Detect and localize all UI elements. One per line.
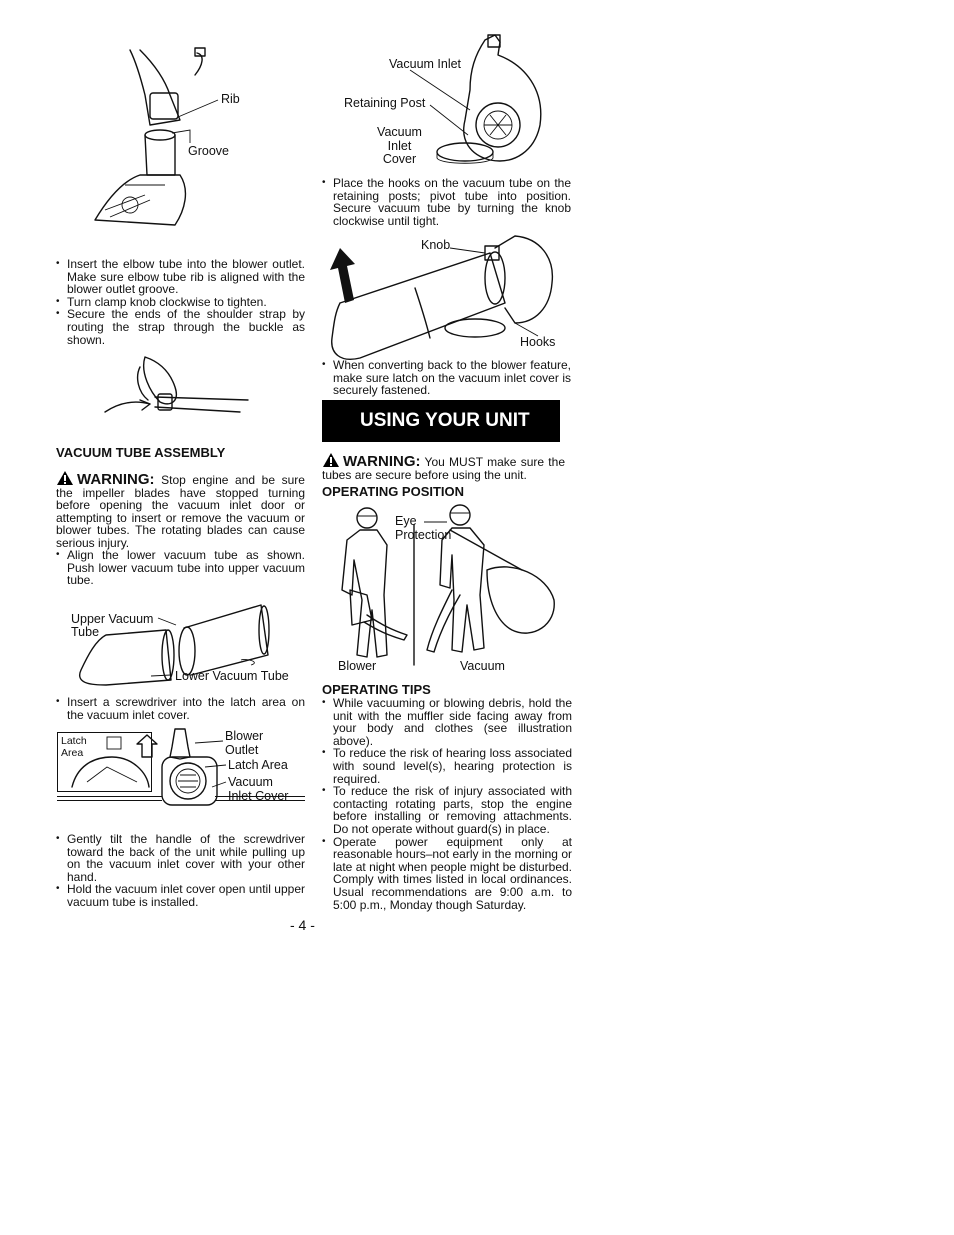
latch-inset-illustration	[57, 732, 150, 790]
groove-label: Groove	[188, 144, 229, 158]
vacuum-inlet-cover-label-right: Vacuum Inlet Cover	[377, 125, 422, 166]
warning-triangle-icon	[56, 470, 74, 486]
latch-area-label: Latch Area	[228, 758, 288, 772]
vacuum-inlet-illustration	[420, 30, 550, 170]
tip-4: • Operate power equipment only at reasonable hours–not early in the morning or late at night when people might be disturbed. Comply with times listed in local ordinances. Usual recommendations are 9:00 a.m. to 5:00 p.m., Monday though Saturday.	[322, 836, 572, 912]
hooks-bullet	[322, 177, 571, 227]
elbow-bullet-2: • Turn clamp knob clockwise to tighten.	[56, 296, 305, 309]
final-bullet-2: • Hold the vacuum inlet cover open until upper vacuum tube is installed.	[56, 883, 305, 908]
elbow-bullet-3: • Secure the ends of the shoulder strap by routing the strap through the buckle as shown.	[56, 308, 305, 346]
shoulder-strap-illustration	[100, 352, 250, 422]
warning-text: Stop engine and be sure the impeller blades have stopped turning before opening the vacuum inlet door or attempting to insert or remove the vacuum or blower tubes. The rotating blades can cause serious injury.	[56, 473, 305, 550]
warning-label: WARNING:	[77, 471, 155, 488]
elbow-leader-lines	[170, 95, 230, 150]
screwdriver-bullet-text: • Insert a screwdriver into the latch area on the vacuum inlet cover.	[56, 696, 305, 721]
page-number: - 4 -	[290, 917, 315, 933]
tip-1: • While vacuuming or blowing debris, hold the unit with the muffler side facing away from your body and clothes (see illustration above).	[322, 697, 572, 747]
using-your-unit-banner: USING YOUR UNIT	[322, 400, 560, 442]
blower-outlet-label: Blower Outlet	[225, 729, 264, 757]
rib-label: Rib	[221, 92, 240, 106]
convert-bullet	[322, 359, 571, 397]
latch-area-inset-label: Latch Area	[61, 735, 87, 759]
tip-2: • To reduce the risk of hearing loss associated with sound level(s), hearing protection is required.	[322, 747, 572, 785]
warning-triangle-icon	[322, 452, 340, 468]
vacuum-tube-install-illustration	[320, 228, 560, 358]
elbow-bullet-1: • Insert the elbow tube into the blower outlet. Make sure elbow tube rib is aligned with the blower outlet groove.	[56, 258, 305, 296]
final-bullet-1: • Gently tilt the handle of the screwdriver toward the back of the unit while pulling up on the vacuum inlet cover with your other hand.	[56, 833, 305, 883]
latch-leader-lines	[190, 735, 230, 795]
vacuum-warning	[56, 470, 305, 550]
ground-line-1	[57, 796, 162, 797]
warning-label: WARNING:	[343, 453, 421, 470]
blower-position-label: Blower	[338, 659, 377, 673]
retaining-post-label: Retaining Post	[344, 96, 426, 110]
align-bullet	[56, 549, 305, 587]
elbow-bullets	[56, 258, 305, 346]
ground-line-2	[57, 800, 162, 801]
hooks-bullet-text: • Place the hooks on the vacuum tube on the retaining posts; pivot tube into position. Secure vacuum tube by turning the knob clockwise until tight.	[322, 177, 571, 227]
operating-position-heading: OPERATING POSITION	[322, 484, 465, 499]
final-bullets	[56, 833, 305, 909]
vacuum-position-label: Vacuum	[460, 659, 505, 673]
tip-3: • To reduce the risk of injury associated with contacting rotating parts, stop the engine before installing or removing attachments. Do not operate without guard(s) in place.	[322, 785, 572, 835]
align-bullet-text: • Align the lower vacuum tube as shown. Push lower vacuum tube into upper vacuum tube.	[56, 549, 305, 587]
hooks-label: Hooks	[520, 335, 556, 349]
lower-vacuum-tube-label: Lower Vacuum Tube	[175, 669, 289, 683]
vacuum-inlet-label: Vacuum Inlet	[389, 57, 462, 71]
vacuum-inlet-cover-label: Vacuum Inlet Cover	[228, 775, 289, 803]
vacuum-tubes-illustration	[76, 600, 276, 690]
warning-text: You MUST make sure the tubes are secure before using the unit.	[322, 455, 565, 482]
vacuum-tube-assembly-heading: VACUUM TUBE ASSEMBLY	[56, 445, 226, 460]
screwdriver-bullet	[56, 696, 305, 721]
operating-tips-heading: OPERATING TIPS	[322, 682, 431, 697]
knob-label: Knob	[421, 238, 451, 252]
eye-protection-label: Eye Protection	[395, 514, 452, 542]
convert-bullet-text: • When converting back to the blower feature, make sure latch on the vacuum inlet cover is securely fastened.	[322, 359, 571, 397]
tubes-warning	[322, 452, 565, 481]
upper-vacuum-tube-label: Upper Vacuum Tube	[71, 612, 154, 639]
operating-tips-list	[322, 697, 572, 911]
